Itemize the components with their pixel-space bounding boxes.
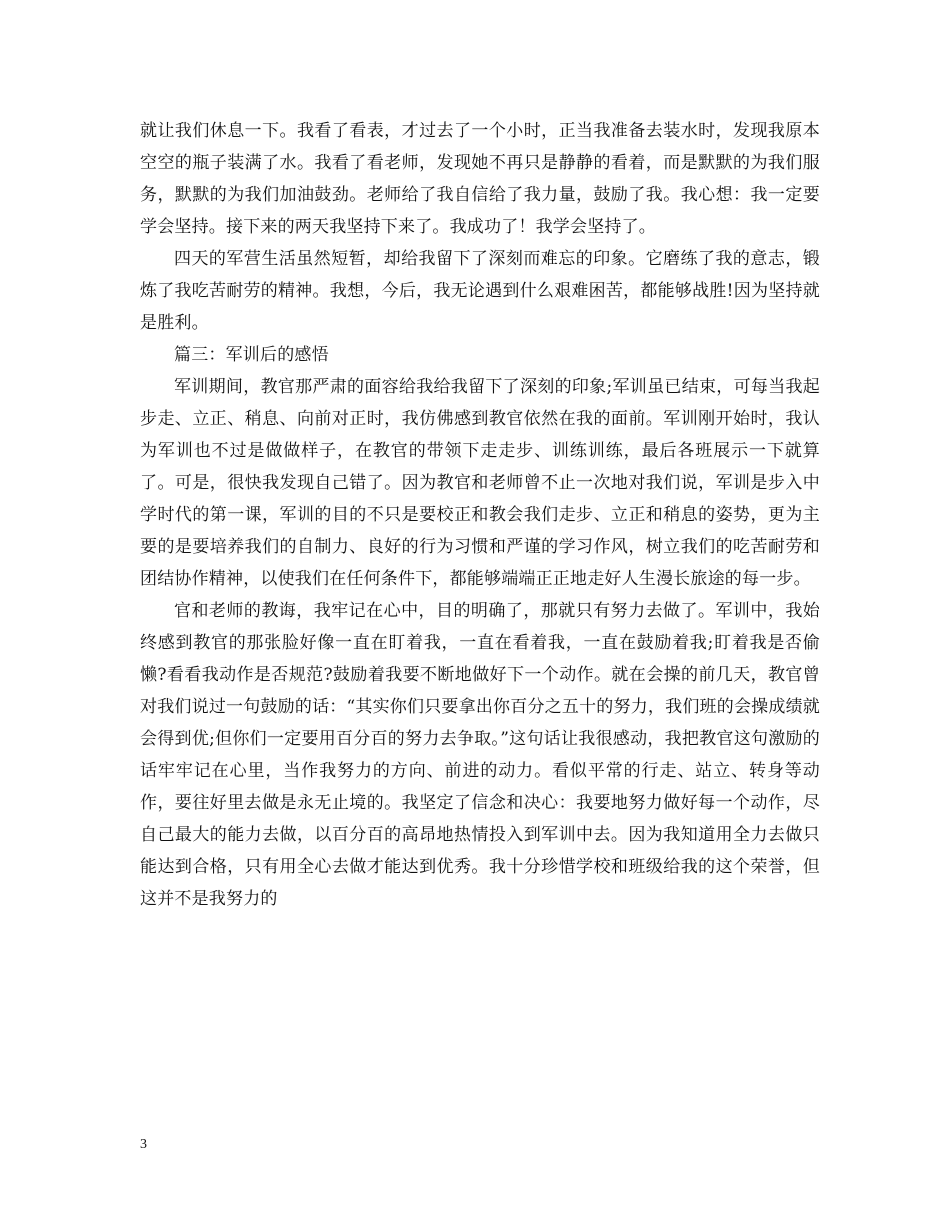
page-number: 3 [140,1137,147,1152]
paragraph-1: 就让我们休息一下。我看了看表，才过去了一个小时，正当我准备去装水时，发现我原本空空的瓶子装满了水。我看了看老师，发现她不再只是静静的看着，而是默默的为我们服务，默默的为我们加油鼓劲。老师给了我自信给了我力量，鼓励了我。我心想：我一定要学会坚持。接下来的两天我坚持下来了。我成功了！我学会坚持了。 [140,121,820,237]
paragraph-2: 四天的军营生活虽然短暂，却给我留下了深刻而难忘的印象。它磨练了我的意志，锻炼了我吃苦耐劳的精神。我想，今后，我无论遇到什么艰难困苦，都能够战胜!因为坚持就是胜利。 [140,249,820,333]
document-body [140,115,820,915]
paragraph-4: 官和老师的教诲，我牢记在心中，目的明确了，那就只有努力去做了。军训中，我始终感到教官的那张脸好像一直在盯着我，一直在看着我，一直在鼓励着我;盯着我是否偷懒?看看我动作是否规范?鼓励着我要不断地做好下一个动作。就在会操的前几天，教官曾对我们说过一句鼓励的话：“其实你们只要拿出你百分之五十的努力，我们班的会操成绩就会得到优;但你们一定要用百分百的努力去争取。”这句话让我很感动，我把教官这句激励的话牢牢记在心里，当作我努力的方向、前进的动力。看似平常的行走、站立、转身等动作，要往好里去做是永无止境的。我坚定了信念和决心：我要地努力做好每一个动作，尽自己最大的能力去做，以百分百的高昂地热情投入到军训中去。因为我知道用全力去做只能达到合格，只有用全心去做才能达到优秀。我十分珍惜学校和班级给我的这个荣誉，但这并不是我努力的 [140,601,820,909]
section-heading: 篇三：军训后的感悟 [174,345,329,365]
paragraph-3: 军训期间，教官那严肃的面容给我给我留下了深刻的印象;军训虽已结束，可每当我起步走、立正、稍息、向前对正时，我仿佛感到教官依然在我的面前。军训刚开始时，我认为军训也不过是做做样子，在教官的带领下走走步、训练训练，最后各班展示一下就算了。可是，很快我发现自己错了。因为教官和老师曾不止一次地对我们说，军训是步入中学时代的第一课，军训的目的不只是要校正和教会我们走步、立正和稍息的姿势，更为主要的是要培养我们的自制力、良好的行为习惯和严谨的学习作风，树立我们的吃苦耐劳和团结协作精神，以使我们在任何条件下，都能够端端正正地走好人生漫长旅途的每一步。 [140,377,820,589]
